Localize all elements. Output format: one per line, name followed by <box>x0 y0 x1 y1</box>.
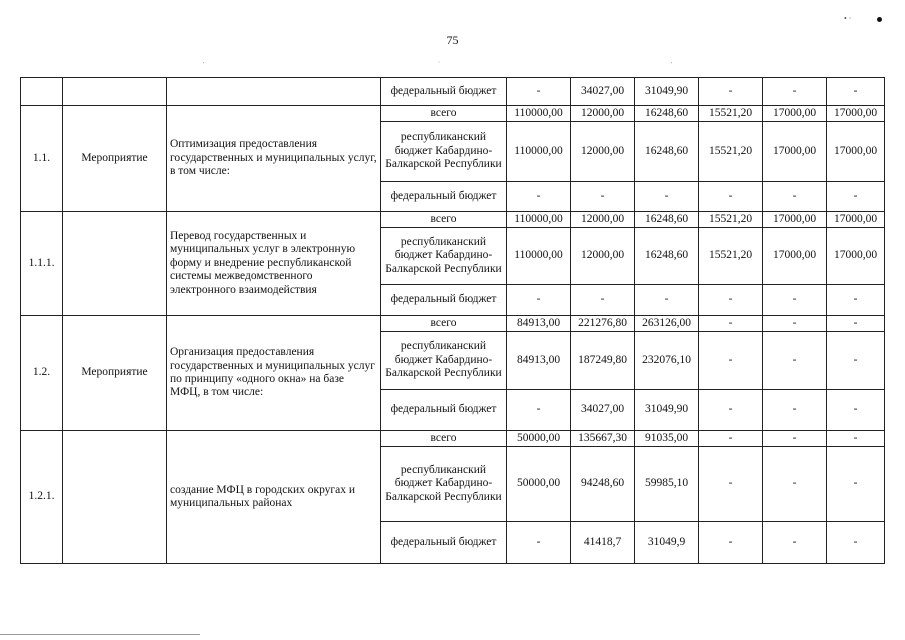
value-cell: 187249,80 <box>571 332 635 390</box>
value-cell: - <box>507 285 571 316</box>
value-cell: 110000,00 <box>507 122 571 182</box>
value-cell: - <box>699 78 763 106</box>
item-kind <box>63 431 167 564</box>
value-cell: - <box>763 522 827 564</box>
value-cell: - <box>763 332 827 390</box>
value-cell: 12000,00 <box>571 228 635 285</box>
value-cell: 110000,00 <box>507 228 571 285</box>
value-cell: - <box>571 182 635 212</box>
source-cell: федеральный бюджет <box>381 78 507 106</box>
value-cell: 59985,10 <box>635 447 699 522</box>
value-cell: 31049,90 <box>635 390 699 431</box>
value-cell: - <box>507 78 571 106</box>
value-cell: - <box>571 285 635 316</box>
source-cell: федеральный бюджет <box>381 182 507 212</box>
value-cell: 17000,00 <box>827 228 885 285</box>
value-cell: 12000,00 <box>571 122 635 182</box>
value-cell: 50000,00 <box>507 431 571 447</box>
source-cell: республиканский бюджет Кабардино-Балкарской Республики <box>381 228 507 285</box>
source-cell: республиканский бюджет Кабардино-Балкарской Республики <box>381 447 507 522</box>
value-cell: 17000,00 <box>763 106 827 122</box>
kind-cell-continuation <box>63 78 167 106</box>
value-cell: - <box>827 447 885 522</box>
description-cell-continuation <box>167 78 381 106</box>
value-cell: 91035,00 <box>635 431 699 447</box>
value-cell: - <box>827 431 885 447</box>
value-cell: 50000,00 <box>507 447 571 522</box>
value-cell: 17000,00 <box>763 228 827 285</box>
item-description: Организация предоставления государственных и муниципальных услуг по принципу «одного окна» на базе МФЦ, в том числе: <box>167 316 381 431</box>
value-cell: 12000,00 <box>571 106 635 122</box>
value-cell: - <box>699 390 763 431</box>
value-cell: - <box>763 316 827 332</box>
scan-dot <box>877 17 882 22</box>
value-cell: 84913,00 <box>507 316 571 332</box>
item-code: 1.2.1. <box>21 431 63 564</box>
value-cell: 16248,60 <box>635 106 699 122</box>
value-cell: 263126,00 <box>635 316 699 332</box>
value-cell: - <box>635 182 699 212</box>
value-cell: 17000,00 <box>763 212 827 228</box>
value-cell: - <box>699 182 763 212</box>
value-cell: 94248,60 <box>571 447 635 522</box>
value-cell: - <box>699 285 763 316</box>
code-cell-continuation <box>21 78 63 106</box>
value-cell: - <box>699 447 763 522</box>
value-cell: 135667,30 <box>571 431 635 447</box>
bottom-rule <box>0 634 200 635</box>
value-cell: 15521,20 <box>699 228 763 285</box>
value-cell: - <box>763 431 827 447</box>
item-code: 1.2. <box>21 316 63 431</box>
source-cell: всего <box>381 316 507 332</box>
value-cell: - <box>507 182 571 212</box>
value-cell: 17000,00 <box>827 212 885 228</box>
value-cell: 15521,20 <box>699 122 763 182</box>
value-cell: - <box>827 522 885 564</box>
scan-tick: ' <box>203 62 205 68</box>
value-cell: 84913,00 <box>507 332 571 390</box>
value-cell: - <box>699 332 763 390</box>
value-cell: 34027,00 <box>571 390 635 431</box>
value-cell: 17000,00 <box>827 106 885 122</box>
value-cell: - <box>763 78 827 106</box>
value-cell: - <box>827 390 885 431</box>
item-description: Оптимизация предоставления государственных и муниципальных услуг, в том числе: <box>167 106 381 212</box>
value-cell: 17000,00 <box>763 122 827 182</box>
item-kind: Мероприятие <box>63 106 167 212</box>
scan-tick: ` <box>438 62 440 68</box>
value-cell: 16248,60 <box>635 122 699 182</box>
value-cell: 232076,10 <box>635 332 699 390</box>
value-cell: - <box>699 522 763 564</box>
value-cell: - <box>507 390 571 431</box>
scan-tick: ' <box>671 62 673 68</box>
value-cell: - <box>763 285 827 316</box>
value-cell: 221276,80 <box>571 316 635 332</box>
value-cell: 31049,90 <box>635 78 699 106</box>
budget-table <box>20 77 885 564</box>
value-cell: - <box>827 78 885 106</box>
value-cell: 16248,60 <box>635 212 699 228</box>
source-cell: республиканский бюджет Кабардино-Балкарской Республики <box>381 122 507 182</box>
value-cell: - <box>827 332 885 390</box>
value-cell: 16248,60 <box>635 228 699 285</box>
item-kind: Мероприятие <box>63 316 167 431</box>
item-code: 1.1. <box>21 106 63 212</box>
page-number: 75 <box>446 33 459 47</box>
source-cell: всего <box>381 212 507 228</box>
value-cell: - <box>507 522 571 564</box>
value-cell: 15521,20 <box>699 106 763 122</box>
value-cell: - <box>699 316 763 332</box>
source-cell: всего <box>381 106 507 122</box>
value-cell: - <box>763 182 827 212</box>
item-description: Перевод государственных и муниципальных услуг в электронную форму и внедрение республиканской системы межведомственного электронного взаимодействия <box>167 212 381 316</box>
value-cell: 41418,7 <box>571 522 635 564</box>
value-cell: 34027,00 <box>571 78 635 106</box>
value-cell: 12000,00 <box>571 212 635 228</box>
scan-mark: • · <box>844 14 852 23</box>
value-cell: - <box>827 182 885 212</box>
value-cell: 110000,00 <box>507 106 571 122</box>
value-cell: 15521,20 <box>699 212 763 228</box>
value-cell: 110000,00 <box>507 212 571 228</box>
value-cell: - <box>763 390 827 431</box>
source-cell: всего <box>381 431 507 447</box>
value-cell: - <box>827 285 885 316</box>
item-description: создание МФЦ в городских округах и муниципальных районах <box>167 431 381 564</box>
value-cell: 31049,9 <box>635 522 699 564</box>
source-cell: федеральный бюджет <box>381 285 507 316</box>
value-cell: - <box>827 316 885 332</box>
item-kind <box>63 212 167 316</box>
value-cell: - <box>763 447 827 522</box>
source-cell: федеральный бюджет <box>381 522 507 564</box>
source-cell: республиканский бюджет Кабардино-Балкарской Республики <box>381 332 507 390</box>
value-cell: - <box>699 431 763 447</box>
source-cell: федеральный бюджет <box>381 390 507 431</box>
item-code: 1.1.1. <box>21 212 63 316</box>
value-cell: 17000,00 <box>827 122 885 182</box>
value-cell: - <box>635 285 699 316</box>
